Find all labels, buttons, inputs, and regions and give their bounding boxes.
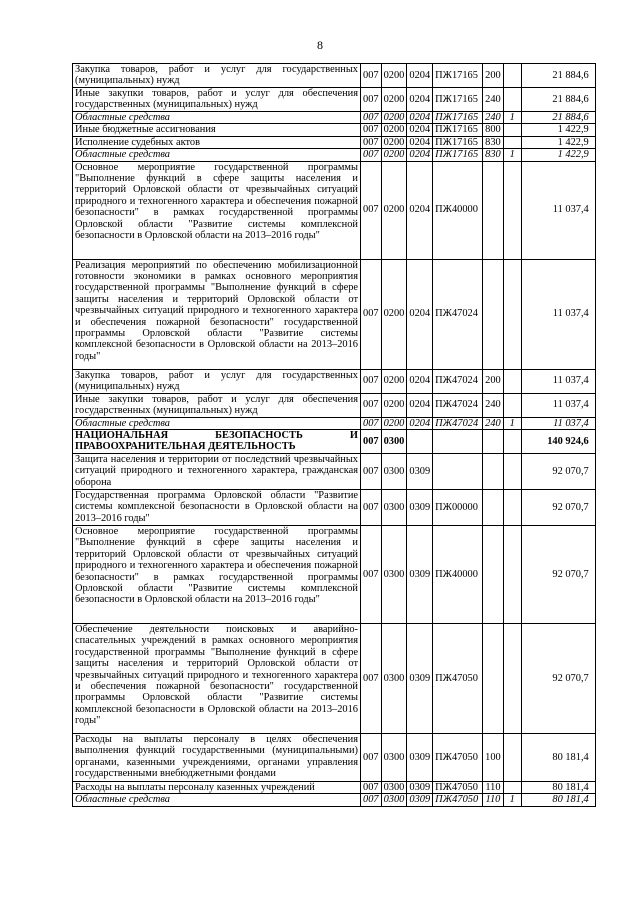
row-amount: 21 884,6 — [521, 64, 595, 88]
row-expense-type-code: 830 — [483, 136, 504, 148]
row-subsection-code: 0204 — [407, 259, 433, 369]
row-section-code: 0200 — [381, 124, 407, 136]
row-target-article-code: ПЖ47024 — [433, 259, 483, 369]
row-expense-type-code — [483, 490, 504, 526]
table-row — [73, 161, 596, 259]
table-row — [73, 136, 596, 148]
row-section-code: 0200 — [381, 136, 407, 148]
row-ministry-code: 007 — [361, 526, 382, 624]
table-row — [73, 149, 596, 161]
row-section-code: 0300 — [381, 454, 407, 490]
row-description: Реализация мероприятий по обеспечению мобилизационной готовности экономики в рамках основного мероприятия государственной программы "Выполнение функций в сфере защиты населения и территорий Орловской области от чрезвычайных ситуаций природного и техногенного характера и обеспечения пожарной безопасности" государственной программы Орловской области "Развитие системы комплексной безопасности в Орловской области на 2013–2016 годы" — [73, 259, 361, 369]
row-section-code: 0300 — [381, 490, 407, 526]
table-row — [73, 526, 596, 624]
table-row — [73, 782, 596, 794]
row-source-code — [503, 393, 521, 417]
row-section-code: 0200 — [381, 149, 407, 161]
row-subsection-code: 0204 — [407, 88, 433, 112]
row-target-article-code: ПЖ17165 — [433, 112, 483, 124]
row-subsection-code: 0204 — [407, 369, 433, 393]
row-expense-type-code: 240 — [483, 88, 504, 112]
row-ministry-code: 007 — [361, 112, 382, 124]
row-description: Областные средства — [73, 417, 361, 429]
row-amount: 11 037,4 — [521, 161, 595, 259]
row-subsection-code — [407, 430, 433, 454]
table-row — [73, 794, 596, 806]
row-section-code: 0300 — [381, 734, 407, 782]
row-section-code: 0200 — [381, 88, 407, 112]
row-target-article-code: ПЖ00000 — [433, 490, 483, 526]
row-expense-type-code: 240 — [483, 112, 504, 124]
row-ministry-code: 007 — [361, 64, 382, 88]
row-ministry-code: 007 — [361, 259, 382, 369]
row-amount: 1 422,9 — [521, 124, 595, 136]
row-source-code — [503, 782, 521, 794]
table-row — [73, 454, 596, 490]
row-description: Иные бюджетные ассигнования — [73, 124, 361, 136]
row-expense-type-code — [483, 624, 504, 734]
row-section-code: 0200 — [381, 161, 407, 259]
row-description: Государственная программа Орловской области "Развитие системы комплексной безопасности в Орловской области на 2013–2016 годы" — [73, 490, 361, 526]
row-expense-type-code: 830 — [483, 149, 504, 161]
row-ministry-code: 007 — [361, 624, 382, 734]
table-row — [73, 259, 596, 369]
row-source-code — [503, 430, 521, 454]
row-ministry-code: 007 — [361, 124, 382, 136]
row-amount: 21 884,6 — [521, 112, 595, 124]
row-target-article-code: ПЖ17165 — [433, 88, 483, 112]
row-amount: 11 037,4 — [521, 417, 595, 429]
budget-table — [72, 63, 596, 807]
row-target-article-code: ПЖ47024 — [433, 369, 483, 393]
row-target-article-code: ПЖ40000 — [433, 526, 483, 624]
row-section-code: 0200 — [381, 64, 407, 88]
row-subsection-code: 0309 — [407, 794, 433, 806]
row-section-code: 0200 — [381, 369, 407, 393]
row-amount: 92 070,7 — [521, 624, 595, 734]
row-description: Иные закупки товаров, работ и услуг для обеспечения государственных (муниципальных) нужд — [73, 393, 361, 417]
row-ministry-code: 007 — [361, 782, 382, 794]
row-subsection-code: 0204 — [407, 136, 433, 148]
row-amount: 1 422,9 — [521, 149, 595, 161]
row-subsection-code: 0309 — [407, 624, 433, 734]
row-description: Областные средства — [73, 149, 361, 161]
row-target-article-code: ПЖ17165 — [433, 124, 483, 136]
row-source-code: 1 — [503, 149, 521, 161]
row-amount: 11 037,4 — [521, 393, 595, 417]
table-row — [73, 88, 596, 112]
row-amount: 21 884,6 — [521, 88, 595, 112]
row-section-code: 0200 — [381, 112, 407, 124]
row-expense-type-code — [483, 430, 504, 454]
row-description: Закупка товаров, работ и услуг для государственных (муниципальных) нужд — [73, 64, 361, 88]
row-expense-type-code: 200 — [483, 369, 504, 393]
table-row — [73, 64, 596, 88]
row-subsection-code: 0204 — [407, 149, 433, 161]
row-source-code — [503, 526, 521, 624]
row-section-code: 0200 — [381, 417, 407, 429]
row-expense-type-code — [483, 526, 504, 624]
row-amount: 80 181,4 — [521, 782, 595, 794]
row-amount: 92 070,7 — [521, 490, 595, 526]
row-source-code: 1 — [503, 112, 521, 124]
row-description: Основное мероприятие государственной программы "Выполнение функций в сфере защиты населения и территорий Орловской области от чрезвычайных ситуаций природного и техногенного характера и обеспечения пожарной безопасности" в рамках государственной программы Орловской области "Развитие системы комплексной безопасности в Орловской области на 2013–2016 годы" — [73, 161, 361, 259]
row-expense-type-code — [483, 454, 504, 490]
table-row — [73, 490, 596, 526]
row-expense-type-code: 110 — [483, 782, 504, 794]
row-expense-type-code: 240 — [483, 417, 504, 429]
row-expense-type-code: 100 — [483, 734, 504, 782]
row-source-code — [503, 136, 521, 148]
row-source-code — [503, 624, 521, 734]
row-ministry-code: 007 — [361, 794, 382, 806]
row-amount: 80 181,4 — [521, 734, 595, 782]
row-section-code: 0300 — [381, 782, 407, 794]
row-subsection-code: 0309 — [407, 526, 433, 624]
row-target-article-code: ПЖ47050 — [433, 782, 483, 794]
row-ministry-code: 007 — [361, 734, 382, 782]
row-source-code: 1 — [503, 794, 521, 806]
row-ministry-code: 007 — [361, 393, 382, 417]
table-row — [73, 112, 596, 124]
table-row — [73, 734, 596, 782]
row-source-code — [503, 734, 521, 782]
row-target-article-code: ПЖ17165 — [433, 136, 483, 148]
row-target-article-code: ПЖ47024 — [433, 393, 483, 417]
row-target-article-code: ПЖ47050 — [433, 794, 483, 806]
table-row — [73, 124, 596, 136]
table-row — [73, 369, 596, 393]
row-description: Областные средства — [73, 112, 361, 124]
row-source-code — [503, 124, 521, 136]
row-source-code — [503, 161, 521, 259]
table-row — [73, 430, 596, 454]
row-target-article-code: ПЖ47050 — [433, 624, 483, 734]
table-row — [73, 624, 596, 734]
row-subsection-code: 0204 — [407, 161, 433, 259]
row-description: Исполнение судебных актов — [73, 136, 361, 148]
row-subsection-code: 0309 — [407, 490, 433, 526]
row-source-code — [503, 490, 521, 526]
row-amount: 92 070,7 — [521, 454, 595, 490]
row-expense-type-code — [483, 259, 504, 369]
row-source-code — [503, 454, 521, 490]
table-row — [73, 393, 596, 417]
row-ministry-code: 007 — [361, 136, 382, 148]
row-source-code: 1 — [503, 417, 521, 429]
row-amount: 1 422,9 — [521, 136, 595, 148]
row-target-article-code — [433, 430, 483, 454]
row-ministry-code: 007 — [361, 88, 382, 112]
row-amount: 80 181,4 — [521, 794, 595, 806]
row-ministry-code: 007 — [361, 454, 382, 490]
row-expense-type-code — [483, 161, 504, 259]
row-source-code — [503, 88, 521, 112]
row-description: Областные средства — [73, 794, 361, 806]
row-expense-type-code: 800 — [483, 124, 504, 136]
row-description: Основное мероприятие государственной программы "Выполнение функций в сфере защиты населения и территорий Орловской области от чрезвычайных ситуаций природного и техногенного характера и обеспечения пожарной безопасности" в рамках государственной программы Орловской области "Развитие системы комплексной безопасности в Орловской области на 2013–2016 годы" — [73, 526, 361, 624]
row-section-code: 0200 — [381, 393, 407, 417]
row-description: Защита населения и территории от последствий чрезвычайных ситуаций природного и техногенного характера, гражданская оборона — [73, 454, 361, 490]
row-amount: 11 037,4 — [521, 369, 595, 393]
row-expense-type-code: 200 — [483, 64, 504, 88]
row-subsection-code: 0309 — [407, 454, 433, 490]
row-ministry-code: 007 — [361, 417, 382, 429]
row-target-article-code: ПЖ40000 — [433, 161, 483, 259]
row-subsection-code: 0204 — [407, 64, 433, 88]
row-ministry-code: 007 — [361, 490, 382, 526]
row-section-code: 0300 — [381, 430, 407, 454]
row-target-article-code: ПЖ47024 — [433, 417, 483, 429]
row-ministry-code: 007 — [361, 161, 382, 259]
row-source-code — [503, 369, 521, 393]
row-source-code — [503, 64, 521, 88]
row-ministry-code: 007 — [361, 149, 382, 161]
row-expense-type-code: 110 — [483, 794, 504, 806]
row-description: НАЦИОНАЛЬНАЯ БЕЗОПАСНОСТЬ И ПРАВООХРАНИТЕЛЬНАЯ ДЕЯТЕЛЬНОСТЬ — [73, 430, 361, 454]
row-source-code — [503, 259, 521, 369]
row-subsection-code: 0204 — [407, 393, 433, 417]
row-subsection-code: 0204 — [407, 112, 433, 124]
row-description: Обеспечение деятельности поисковых и аварийно-спасательных учреждений в рамках основного мероприятия государственной программы "Выполнение функций в сфере защиты населения и территорий Орловской области от чрезвычайных ситуаций природного и техногенного характера и обеспечения пожарной безопасности" государственной программы Орловской области "Развитие системы комплексной безопасности в Орловской области на 2013–2016 годы" — [73, 624, 361, 734]
row-ministry-code: 007 — [361, 430, 382, 454]
row-subsection-code: 0309 — [407, 782, 433, 794]
row-target-article-code: ПЖ17165 — [433, 149, 483, 161]
row-subsection-code: 0309 — [407, 734, 433, 782]
row-target-article-code: ПЖ17165 — [433, 64, 483, 88]
row-section-code: 0300 — [381, 794, 407, 806]
row-section-code: 0300 — [381, 624, 407, 734]
row-expense-type-code: 240 — [483, 393, 504, 417]
row-amount: 140 924,6 — [521, 430, 595, 454]
row-description: Закупка товаров, работ и услуг для государственных (муниципальных) нужд — [73, 369, 361, 393]
row-target-article-code — [433, 454, 483, 490]
row-subsection-code: 0204 — [407, 417, 433, 429]
row-section-code: 0300 — [381, 526, 407, 624]
row-subsection-code: 0204 — [407, 124, 433, 136]
row-section-code: 0200 — [381, 259, 407, 369]
row-amount: 11 037,4 — [521, 259, 595, 369]
table-row — [73, 417, 596, 429]
row-description: Расходы на выплаты персоналу казенных учреждений — [73, 782, 361, 794]
budget-table-body — [73, 64, 596, 807]
row-ministry-code: 007 — [361, 369, 382, 393]
row-amount: 92 070,7 — [521, 526, 595, 624]
page-number: 8 — [317, 38, 323, 52]
row-description: Расходы на выплаты персоналу в целях обеспечения выполнения функций государственными (муниципальными) органами, казенными учреждениями, органами управления государственными внебюджетными фондами — [73, 734, 361, 782]
row-target-article-code: ПЖ47050 — [433, 734, 483, 782]
row-description: Иные закупки товаров, работ и услуг для обеспечения государственных (муниципальных) нужд — [73, 88, 361, 112]
